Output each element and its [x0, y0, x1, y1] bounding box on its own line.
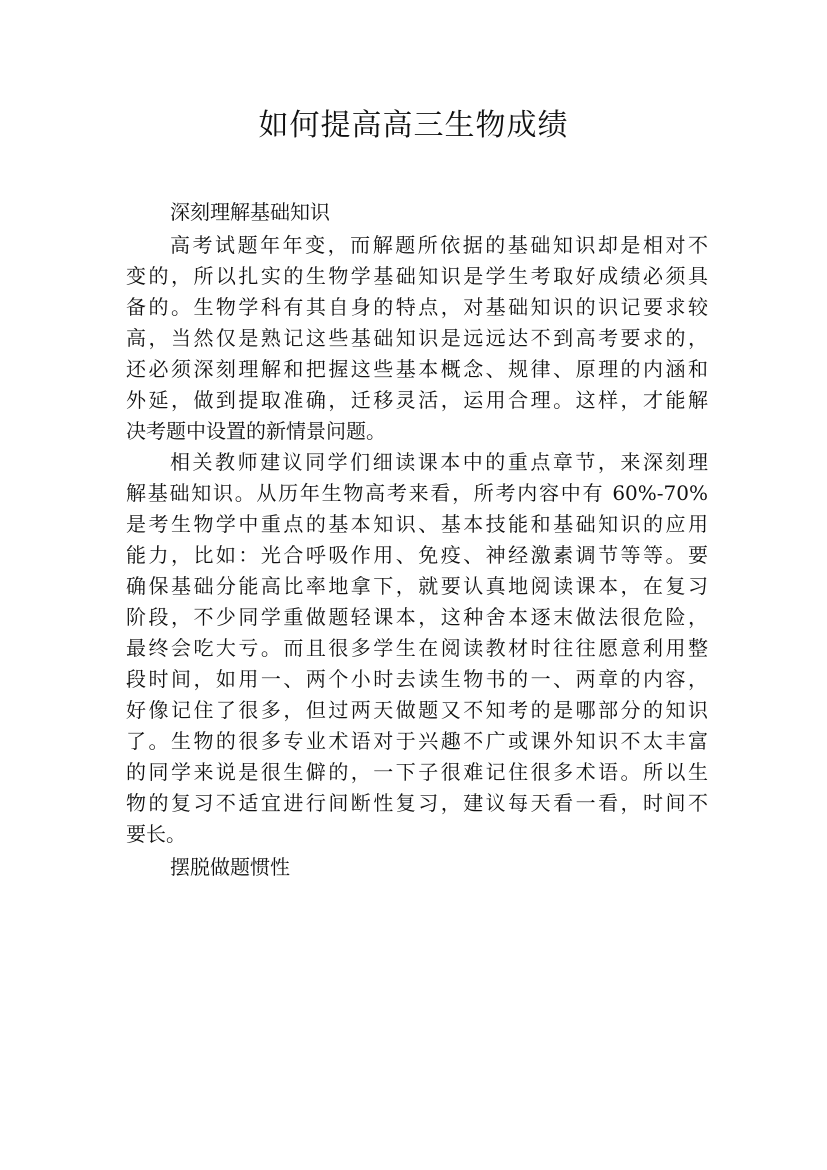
paragraph-2 [126, 447, 708, 850]
document-body [126, 195, 708, 885]
paragraph-line: 物的复习不适宜进行间断性复习，建议每天看一看，时间不 [126, 791, 708, 815]
paragraph-line: 高考试题年年变，而解题所依据的基础知识却是相对不 [170, 233, 708, 257]
document-title: 如何提高高三生物成绩 [258, 108, 569, 143]
paragraph-line: 确保基础分能高比率地拿下，就要认真地阅读课本，在复习 [126, 574, 708, 598]
paragraph-line: 能力，比如：光合呼吸作用、免疫、神经激素调节等等。要 [126, 543, 708, 567]
paragraph-line: 解基础知识。从历年生物高考来看，所考内容中有 60%-70% [126, 481, 708, 505]
paragraph-line: 段时间，如用一、两个小时去读生物书的一、两章的内容， [126, 667, 708, 691]
paragraph-line: 外延，做到提取准确，迁移灵活，运用合理。这样，才能解 [126, 388, 708, 412]
paragraph-line: 还必须深刻理解和把握这些基本概念、规律、原理的内涵和 [126, 357, 708, 381]
section-heading-understand-basics: 深刻理解基础知识 [170, 200, 330, 224]
paragraph-line: 相关教师建议同学们细读课本中的重点章节，来深刻理 [170, 450, 708, 474]
paragraph-line: 了。生物的很多专业术语对于兴趣不广或课外知识不太丰富 [126, 729, 708, 753]
paragraph-line: 备的。生物学科有其自身的特点，对基础知识的识记要求较 [126, 295, 708, 319]
paragraph-line: 变的，所以扎实的生物学基础知识是学生考取好成绩必须具 [126, 264, 708, 288]
paragraph-line: 高，当然仅是熟记这些基础知识是远远达不到高考要求的， [126, 326, 708, 350]
paragraph-line: 好像记住了很多，但过两天做题又不知考的是哪部分的知识 [126, 698, 708, 722]
paragraph-line: 的同学来说是很生僻的，一下子很难记住很多术语。所以生 [126, 760, 708, 784]
paragraph-line: 是考生物学中重点的基本知识、基本技能和基础知识的应用 [126, 512, 708, 536]
paragraph-line: 决考题中设置的新情景问题。 [126, 419, 386, 443]
paragraph-line: 阶段，不少同学重做题轻课本，这种舍本逐末做法很危险， [126, 605, 708, 629]
paragraph-line: 要长。 [126, 822, 186, 846]
paragraph-line: 最终会吃大亏。而且很多学生在阅读教材时往往愿意利用整 [126, 636, 708, 660]
paragraph-1 [126, 230, 708, 447]
section-heading-break-habits: 摆脱做题惯性 [170, 855, 290, 879]
